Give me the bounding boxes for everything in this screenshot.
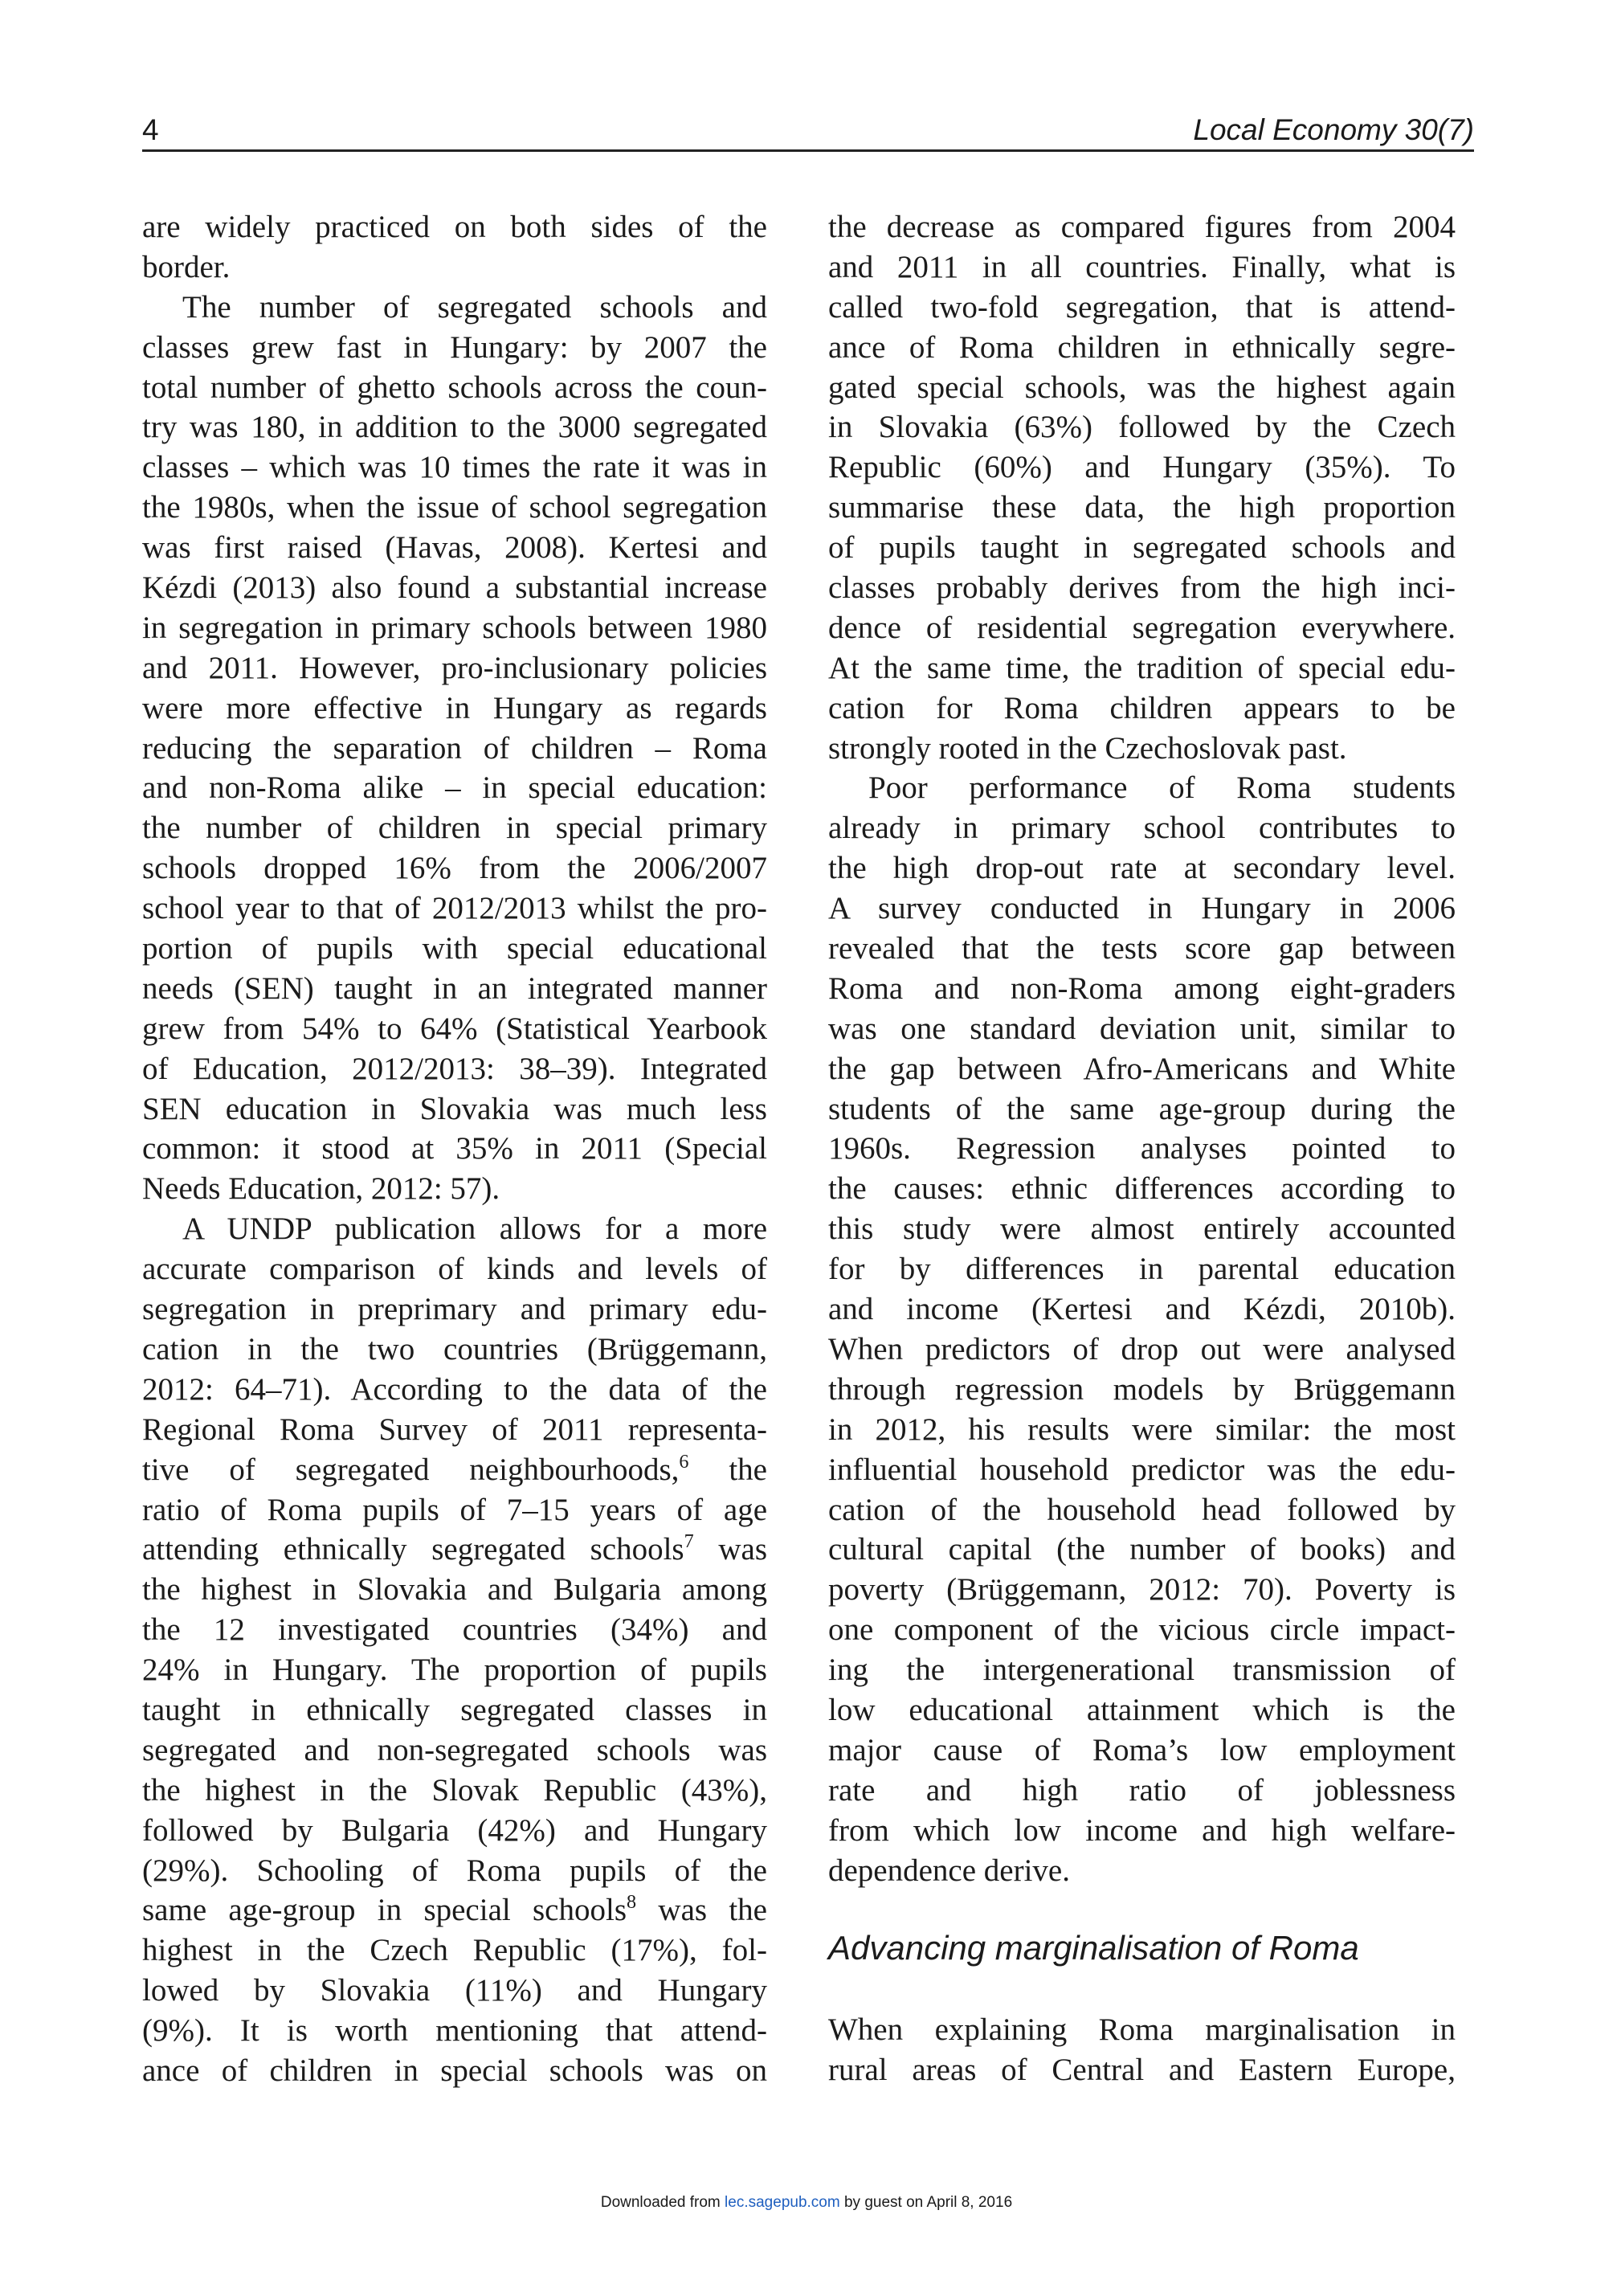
text-segment: the [688,1452,767,1487]
footnote-marker: 7 [684,1530,694,1553]
text-line: Needs Education, 2012: 57). [142,1171,500,1207]
text-line: strongly rooted in the Czechoslovak past. [828,730,1347,766]
text-line: were more effective in Hungary as regards [142,690,767,725]
download-footer [0,2193,1613,2212]
footnote-marker: 6 [679,1450,689,1473]
text-line: Regional Roma Survey of 2011 representa- [142,1412,767,1447]
text-line: through regression models by Brüggemann [828,1371,1456,1407]
text-line: summarise these data, the high proportion [828,490,1456,525]
footer-prefix: Downloaded from [600,2194,721,2211]
text-line: revealed that the tests score gap between [828,931,1456,966]
text-line [142,1450,767,1490]
text-line: low educational attainment which is the [828,1692,1456,1727]
text-segment: attending ethnically segregated schools [142,1532,684,1567]
section-heading: Advancing marginalisation of Roma [828,1929,1359,1967]
paragraph [142,207,767,288]
text-line: in Slovakia (63%) followed by the Czech [828,410,1456,445]
text-line: taught in ethnically segregated classes in [142,1692,767,1727]
text-line: Republic (60%) and Hungary (35%). To [828,450,1456,485]
text-line: schools dropped 16% from the 2006/2007 [142,851,767,886]
text-line: the number of children in special primary [142,811,767,846]
text-line: segregated and non-segregated schools was [142,1732,767,1767]
text-line: classes – which was 10 times the rate it was in [142,450,767,485]
text-line: the highest in the Slovak Republic (43%), [142,1772,767,1808]
text-line: When explaining Roma marginalisation in [828,2012,1456,2048]
text-line: reducing the separation of children – Roma [142,730,767,766]
text-line: for by differences in parental education [828,1252,1456,1287]
text-line: ance of Roma children in ethnically segre- [828,329,1456,365]
page-number: 4 [142,113,159,146]
footer-suffix: by guest on April 8, 2016 [843,2194,1013,2211]
text-line: segregation in preprimary and primary edu- [142,1292,767,1327]
text-line: common: it stood at 35% in 2011 (Special [142,1131,767,1166]
text-line: border. [142,249,231,284]
text-line: in segregation in primary schools between 1980 [142,610,767,645]
text-line: SEN education in Slovakia was much less [142,1091,767,1126]
text-line: followed by Bulgaria (42%) and Hungary [142,1812,767,1848]
text-segment: was the [636,1893,767,1928]
text-line: school year to that of 2012/2013 whilst the pro- [142,891,767,926]
text-line: are widely practiced on both sides of the [142,210,767,244]
text-line: and non-Roma alike – in special education: [142,770,767,806]
text-line [142,1890,767,1930]
text-line: ing the intergenerational transmission of [828,1653,1456,1688]
text-line: cation in the two countries (Brüggemann, [142,1331,767,1367]
text-line: rural areas of Central and Eastern Europe, [828,2053,1456,2088]
text-line: A UNDP publication allows for a more [182,1211,767,1247]
text-line: total number of ghetto schools across the coun- [142,370,767,405]
text-line: students of the same age-group during the [828,1091,1456,1126]
text-line [142,1530,767,1570]
text-line: try was 180, in addition to the 3000 segregated [142,410,767,445]
paragraph [828,768,1456,1890]
paragraph [142,288,767,1209]
text-line: classes probably derives from the high inci- [828,570,1456,606]
text-line: ance of children in special schools was on [142,2053,767,2088]
text-line: poverty (Brüggemann, 2012: 70). Poverty is [828,1572,1456,1608]
text-line: already in primary school contributes to [828,811,1456,846]
text-line: grew from 54% to 64% (Statistical Yearbook [142,1011,767,1046]
text-line: (9%). It is worth mentioning that attend- [142,2013,767,2049]
text-line: needs (SEN) taught in an integrated manner [142,970,767,1006]
text-line: gated special schools, was the highest again [828,370,1456,405]
paragraph [828,2010,1456,2090]
paragraph [828,207,1456,768]
text-line: 24% in Hungary. The proportion of pupils [142,1653,767,1688]
text-line: dence of residential segregation everywhere. [828,610,1456,645]
text-segment: tive of segregated neighbourhoods, [142,1452,680,1487]
text-line: in 2012, his results were similar: the most [828,1412,1456,1447]
text-line: The number of segregated schools and [182,289,767,325]
text-line: classes grew fast in Hungary: by 2007 the [142,329,767,365]
text-line: major cause of Roma’s low employment [828,1732,1456,1767]
text-line: rate and high ratio of joblessness [828,1772,1456,1808]
text-segment: was [693,1532,768,1567]
text-line: of Education, 2012/2013: 38–39). Integrated [142,1051,767,1086]
text-line: influential household predictor was the edu- [828,1452,1456,1487]
text-line: and income (Kertesi and Kézdi, 2010b). [828,1292,1456,1327]
left-column [142,207,767,2091]
paragraph [142,1209,767,2091]
text-line: the decrease as compared figures from 2004 [828,210,1456,244]
text-line: 1960s. Regression analyses pointed to [828,1131,1456,1166]
text-line: the highest in Slovakia and Bulgaria among [142,1572,767,1608]
text-line: Kézdi (2013) also found a substantial increase [142,570,767,606]
running-head-journal-title: Local Economy 30(7) [1193,113,1474,146]
text-line: was first raised (Havas, 2008). Kertesi and [142,530,767,566]
text-line: of pupils taught in segregated schools and [828,530,1456,566]
right-column [828,207,1456,2090]
header-rule [142,149,1474,152]
text-line: was one standard deviation unit, similar to [828,1011,1456,1046]
text-line: cation of the household head followed by [828,1492,1456,1527]
text-line: from which low income and high welfare- [828,1812,1456,1848]
text-line: highest in the Czech Republic (17%), fol- [142,1933,767,1968]
text-line: (29%). Schooling of Roma pupils of the [142,1853,767,1888]
text-line: the 1980s, when the issue of school segregation [142,490,767,525]
text-line: accurate comparison of kinds and levels of [142,1252,767,1287]
text-line: the gap between Afro-Americans and White [828,1051,1456,1086]
text-line: called two-fold segregation, that is attend- [828,289,1456,325]
text-line: and 2011. However, pro-inclusionary policies [142,650,767,685]
text-line: and 2011 in all countries. Finally, what is [828,249,1456,284]
text-line: this study were almost entirely accounted [828,1211,1456,1247]
footer-site-link[interactable]: lec.sagepub.com [725,2194,840,2211]
text-line: the high drop-out rate at secondary level. [828,851,1456,886]
text-line: At the same time, the tradition of special edu- [828,650,1456,685]
text-line: Poor performance of Roma students [868,770,1456,806]
text-line: When predictors of drop out were analysed [828,1331,1456,1367]
text-line: lowed by Slovakia (11%) and Hungary [142,1973,767,2008]
footnote-marker: 8 [627,1891,637,1914]
text-line: Roma and non-Roma among eight-graders [828,970,1456,1006]
text-line: portion of pupils with special educational [142,931,767,966]
text-line: 2012: 64–71). According to the data of the [142,1371,767,1407]
text-line: cultural capital (the number of books) and [828,1532,1456,1567]
text-line: A survey conducted in Hungary in 2006 [828,891,1456,926]
text-line: cation for Roma children appears to be [828,690,1456,725]
text-line: the 12 investigated countries (34%) and [142,1612,767,1648]
text-line: ratio of Roma pupils of 7–15 years of age [142,1492,767,1527]
text-line: dependence derive. [828,1853,1070,1888]
text-line: one component of the vicious circle impact- [828,1612,1456,1648]
text-segment: same age-group in special schools [142,1893,627,1928]
text-line: the causes: ethnic differences according to [828,1171,1456,1207]
